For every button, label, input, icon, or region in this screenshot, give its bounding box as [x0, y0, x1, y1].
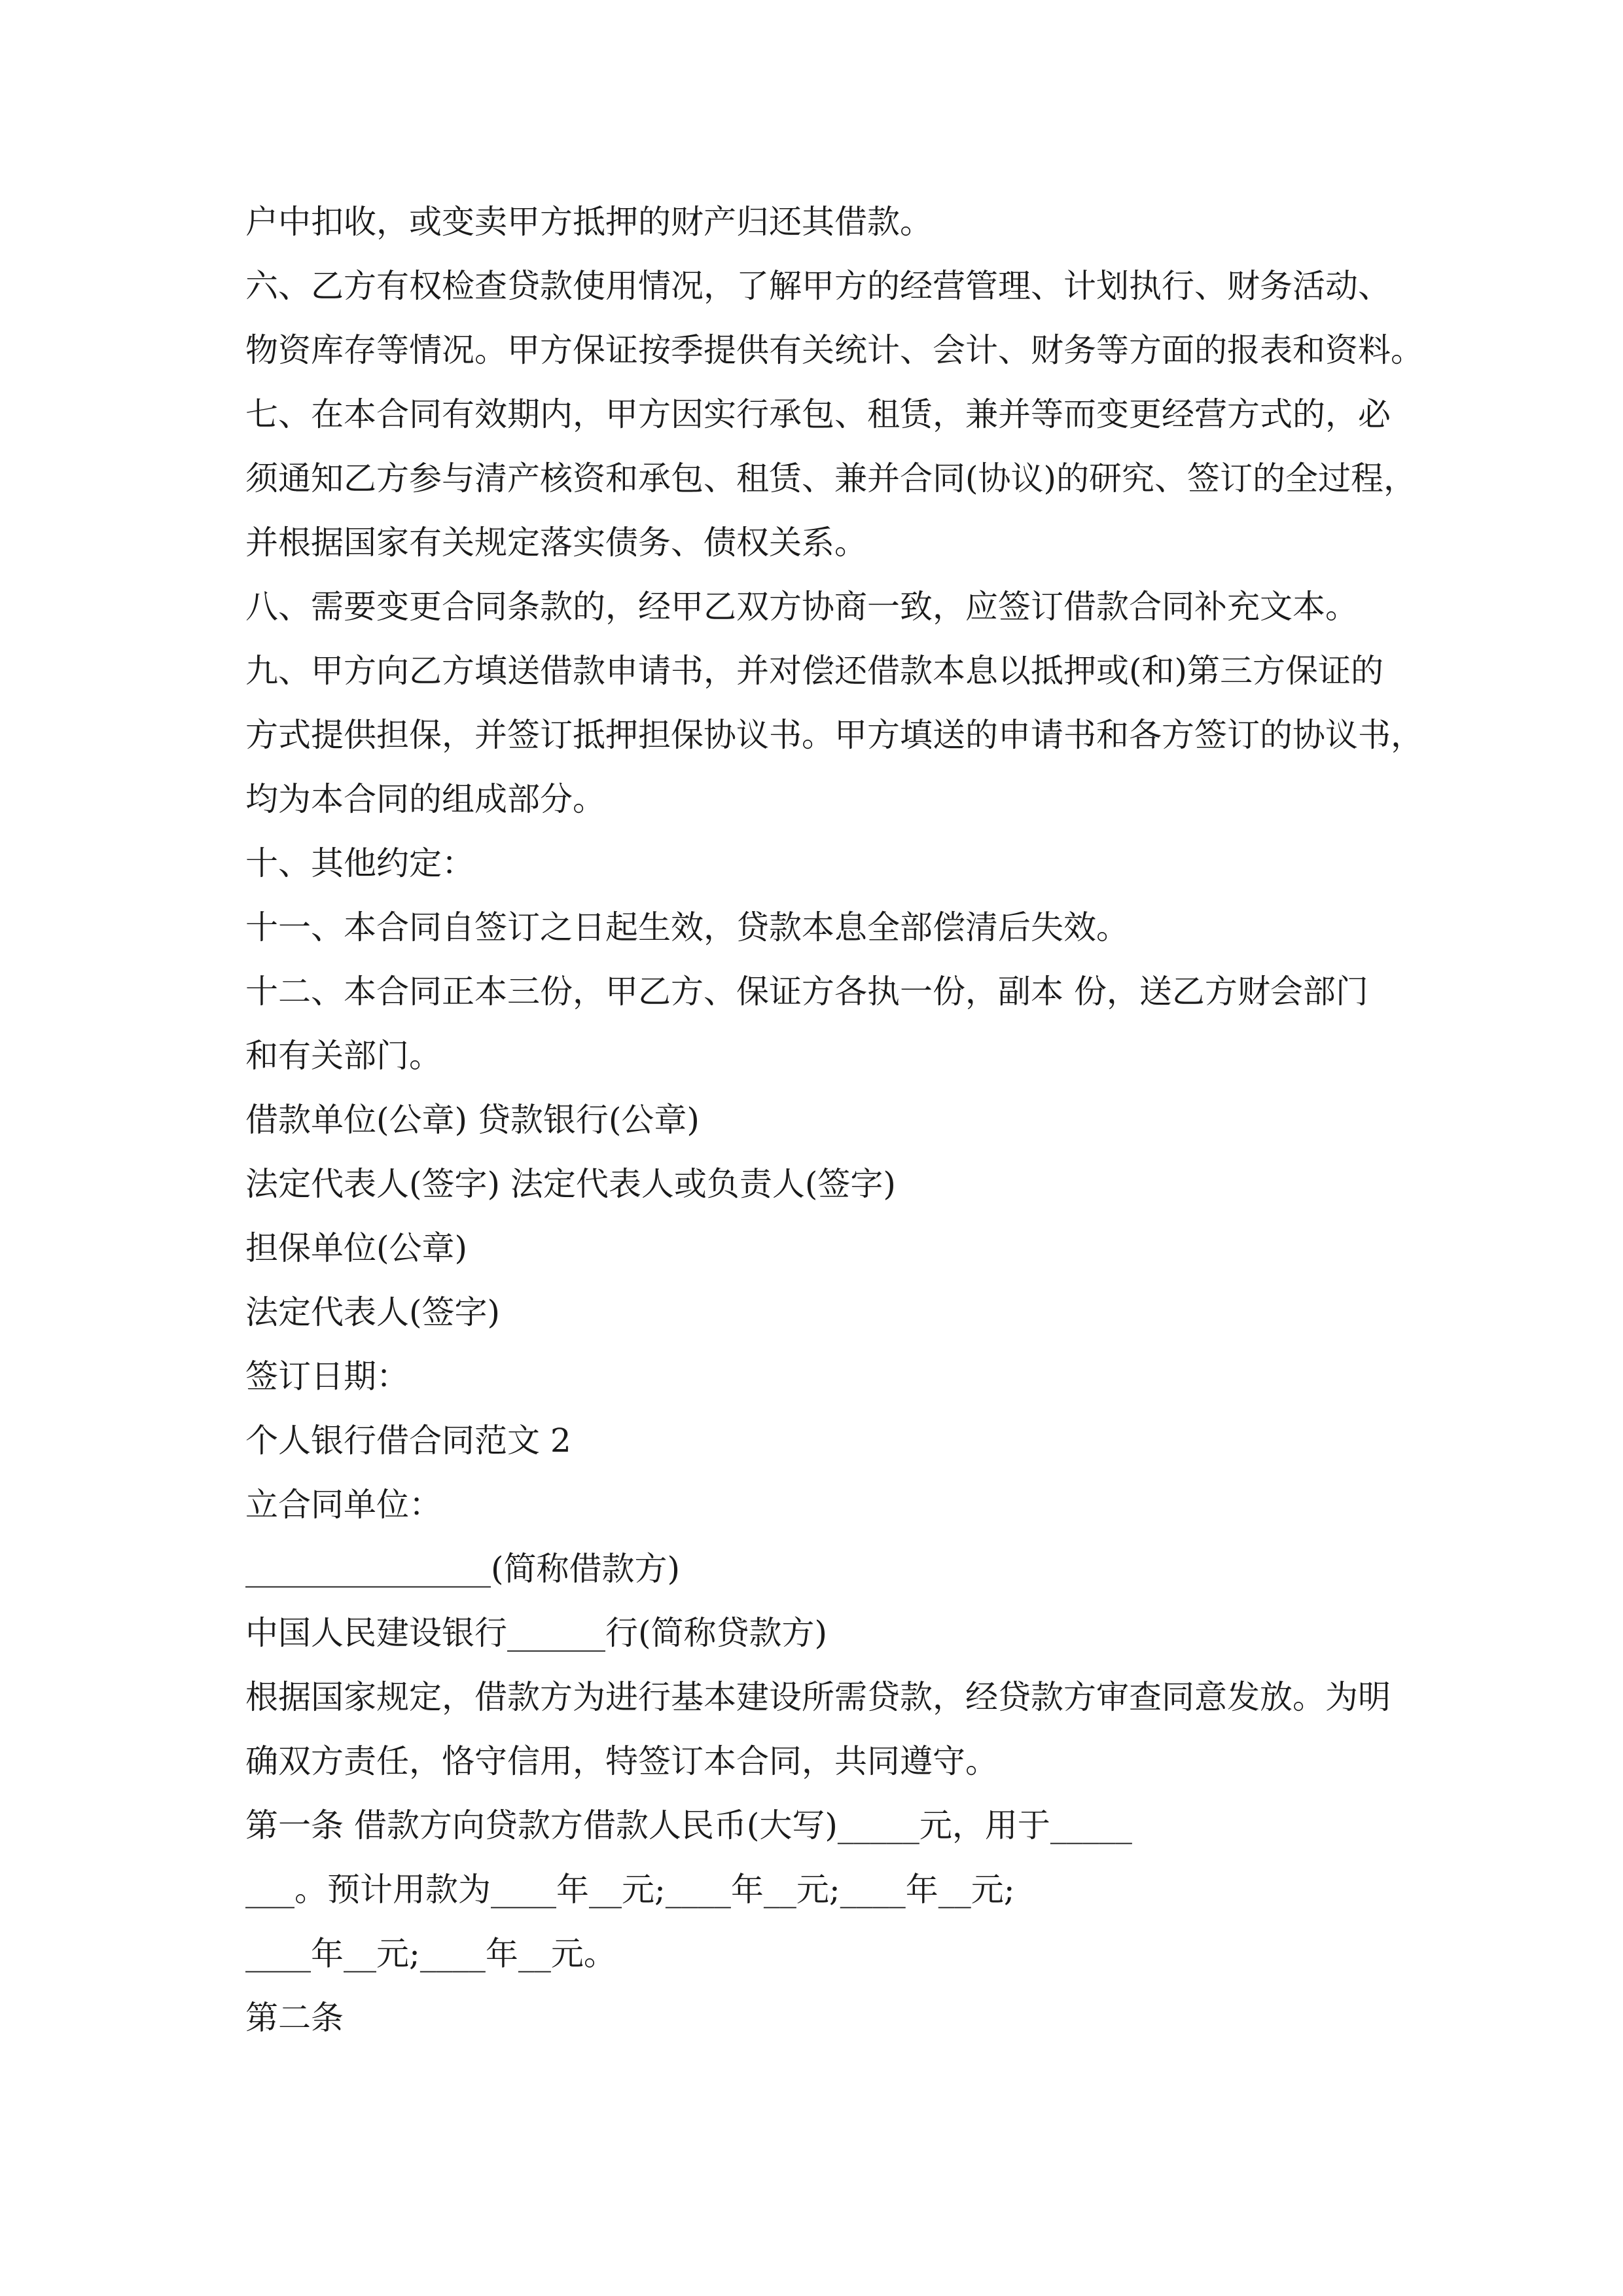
text-line: 确双方责任，恪守信用，特签订本合同，共同遵守。: [245, 1742, 998, 1780]
text-line: 七、在本合同有效期内，甲方因实行承包、租赁，兼并等而变更经营方式的，必: [245, 395, 1391, 433]
text-line: 并根据国家有关规定落实债务、债权关系。: [245, 524, 867, 562]
text-line: 第二条: [245, 1999, 344, 2037]
text-line: 立合同单位：: [245, 1486, 442, 1524]
text-line: 和有关部门。: [245, 1037, 442, 1075]
text-line: 户中扣收，或变卖甲方抵押的财产归还其借款。: [245, 203, 933, 241]
text-line: 九、甲方向乙方填送借款申请书，并对偿还借款本息以抵押或(和)第三方保证的: [245, 652, 1384, 690]
text-line: _______________(简称借款方): [245, 1550, 681, 1588]
text-line: 十、其他约定：: [245, 844, 474, 882]
section-title: 个人银行借合同范文 2: [245, 1422, 571, 1460]
signature-line: 法定代表人(签字) 法定代表人或负责人(签字): [245, 1165, 896, 1203]
signature-line: 担保单位(公章): [245, 1229, 468, 1267]
text-line: 方式提供担保，并签订抵押担保协议书。甲方填送的申请书和各方签订的协议书，: [245, 716, 1423, 754]
document-body: [245, 190, 1436, 2050]
text-line: 十一、本合同自签订之日起生效，贷款本息全部偿清后失效。: [245, 908, 1129, 946]
signing-date-line: 签订日期：: [245, 1357, 409, 1395]
text-line: 八、需要变更合同条款的，经甲乙双方协商一致，应签订借款合同补充文本。: [245, 588, 1358, 626]
text-line: 第一条 借款方向贷款方借款人民币(大写)_____元，用于_____: [245, 1806, 1132, 1844]
text-line: 根据国家规定，借款方为进行基本建设所需贷款，经贷款方审查同意发放。为明: [245, 1678, 1391, 1716]
signature-line: 法定代表人(签字): [245, 1293, 501, 1331]
text-line: 中国人民建设银行______行(简称贷款方): [245, 1614, 828, 1652]
text-line: ___。预计用款为____年__元;____年__元;____年__元;: [245, 1871, 1015, 1909]
text-line: ____年__元;____年__元。: [245, 1935, 616, 1973]
text-line: 须通知乙方参与清产核资和承包、租赁、兼并合同(协议)的研究、签订的全过程，: [245, 459, 1417, 497]
text-line: 六、乙方有权检查贷款使用情况，了解甲方的经营管理、计划执行、财务活动、: [245, 267, 1391, 305]
signature-line: 借款单位(公章) 贷款银行(公章): [245, 1101, 700, 1139]
text-line: 均为本合同的组成部分。: [245, 780, 605, 818]
text-line: 物资库存等情况。甲方保证按季提供有关统计、会计、财务等方面的报表和资料。: [245, 331, 1423, 369]
text-line: 十二、本合同正本三份，甲乙方、保证方各执一份，副本 份，送乙方财会部门: [245, 973, 1368, 1011]
